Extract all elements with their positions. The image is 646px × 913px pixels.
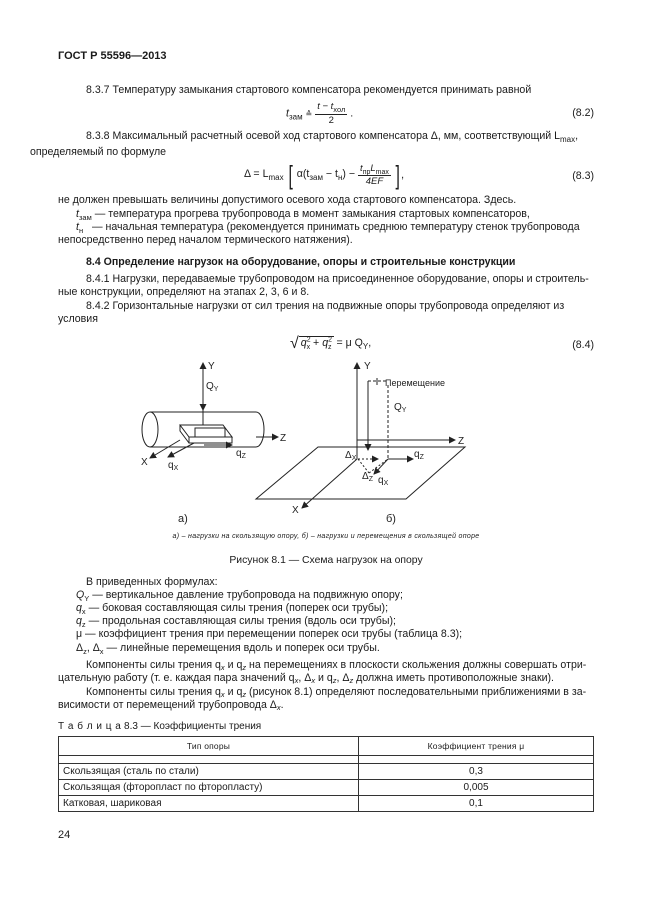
comp2-c: (рисунок 8.1) определяют последовательными приближениями в за- xyxy=(246,686,587,698)
eq84-tail: , xyxy=(368,337,372,349)
definition-symbol: Δ xyxy=(76,642,84,654)
definition-text: — вертикальное давление трубопровода на подвижную опору; xyxy=(89,589,403,601)
eq83-tail: , xyxy=(401,169,405,181)
table-caption xyxy=(58,721,261,732)
eq84-z: z xyxy=(328,344,332,352)
table-header-coefficient: Коэффициент трения μ xyxy=(359,737,594,756)
section-heading-8-4: 8.4 Определение нагрузок на оборудование, опоры и строительные конструкции xyxy=(86,256,516,268)
eq83-lhs-sub: max xyxy=(268,173,284,183)
eq82-rel: ≙ xyxy=(305,109,313,119)
eq84-two1: 2 xyxy=(306,336,311,344)
figure-legend: а) – нагрузки на скользящую опору, б) – нагрузки и перемещения в скользящей опоре xyxy=(172,533,480,540)
table-cell: 0,1 xyxy=(359,796,594,812)
comp1-l2-c: и q xyxy=(315,672,333,684)
definition-text: — боковая составляющая силы трения (поперек оси трубы); xyxy=(85,602,389,614)
definition-text: — коэффициент трения при перемещении поперек оси трубы (таблица 8.3); xyxy=(82,628,463,640)
table-header-row xyxy=(59,737,594,756)
eq83-lhs: Δ = L xyxy=(244,167,269,180)
comp1-l2-b: , Δ xyxy=(298,672,312,684)
paragraph-8-4-2: 8.4.2 Горизонтальные нагрузки от сил трения на подвижные опоры трубопровода определяют из xyxy=(86,300,565,312)
definition-subscript-2: x xyxy=(99,647,104,657)
paragraph-8-4-1-line2: ные конструкции, определяют на этапах 2, 3, 6 и 8. xyxy=(58,286,310,298)
p838-end: , xyxy=(575,130,579,142)
comp1-sub-x: x xyxy=(220,663,225,672)
right-diagram-labels xyxy=(292,361,464,525)
eq82-num-sub: хол xyxy=(333,104,346,114)
left-y-label: Y xyxy=(208,361,215,372)
p838-line2: определяемый по формуле xyxy=(30,146,167,159)
paragraph-components-2-line2: висимости от перемещений трубопровода Δx. xyxy=(58,699,284,712)
eq84-two2: 2 xyxy=(328,336,332,344)
definition-t-n-line2: непосредственно перед началом термического натяжения). xyxy=(58,234,353,246)
eq83-sub1: зам xyxy=(309,173,323,183)
comp2-b: и q xyxy=(224,686,243,698)
table-row xyxy=(59,764,594,780)
comp1-b: и q xyxy=(224,659,243,671)
right-qz-label: $q_Z$ xyxy=(414,449,424,461)
paragraph-8-4-1: 8.4.1 Нагрузки, передаваемые трубопроводом на присоединенное оборудование, опоры и строитель- xyxy=(86,273,589,285)
table-caption-rest: 8.3 — Коэффициенты трения xyxy=(121,721,262,732)
def-tzam-sym: t xyxy=(76,208,79,220)
right-x-label: X xyxy=(292,505,299,516)
eq84-plus: + xyxy=(313,337,320,349)
equation-8-3: $\Delta = L_{max}$ [ $\alpha(t_{зам} - t_н)$ − $\frac{t_{пр}L_{max}}{4EF}$ ], xyxy=(244,160,405,190)
p838-sub: max xyxy=(560,135,576,145)
left-qz-label: $q_Z$ xyxy=(236,448,246,460)
table-row xyxy=(59,780,594,796)
eq83-num-sub2: max xyxy=(375,168,389,176)
definition-text: , Δ xyxy=(86,642,100,654)
def-tn-sub: н xyxy=(78,226,84,236)
right-qx-label: $q_X$ xyxy=(378,475,389,487)
comp1-c: на перемещениях в плоскости скольжения должны совершать отри- xyxy=(246,659,587,671)
left-x-axis xyxy=(150,440,180,458)
pipe-left-end xyxy=(142,412,158,447)
eq83-inner-b: ) − xyxy=(342,167,356,180)
definition-subscript: Y xyxy=(84,594,90,604)
support-plate-front xyxy=(189,437,232,443)
figure-8-1 xyxy=(0,355,646,535)
table-cell: 0,3 xyxy=(359,764,594,780)
eq84-q1: q xyxy=(300,337,307,349)
definition-text-2: — линейные перемещения вдоль и поперек оси трубы. xyxy=(103,642,380,654)
comp1-sub-z: z xyxy=(242,663,247,672)
definition-subscript: z xyxy=(83,647,87,657)
document-id: ГОСТ Р 55596—2013 xyxy=(58,50,167,62)
equation-number-8-2: (8.2) xyxy=(572,107,594,119)
def-tn-sym: t xyxy=(76,221,79,233)
table-caption-word: Т а б л и ц а xyxy=(58,721,122,732)
eq82-den: 2 xyxy=(328,114,334,126)
def-tzam-text: — температура прогрева трубопровода в момент замыкания стартовых компенсаторов, xyxy=(94,208,530,220)
definition-symbol: μ xyxy=(76,628,83,640)
eq83-sub2: н xyxy=(338,173,343,183)
figure-title: Рисунок 8.1 — Схема нагрузок на опору xyxy=(229,555,423,566)
support-slide xyxy=(195,428,225,437)
comp2-l2-a: висимости от перемещений трубопровода Δ xyxy=(58,699,277,711)
eq82-fraction xyxy=(315,101,347,126)
delta-diagonal xyxy=(369,459,388,473)
table-header-support-type: Тип опоры xyxy=(59,737,359,756)
eq82-lhs-sub: зам xyxy=(288,112,303,122)
definition-text: — продольная составляющая силы трения (вдоль оси трубы); xyxy=(85,615,396,627)
eq84-qsub: Y xyxy=(362,342,369,352)
equation-number-8-3: (8.3) xyxy=(572,170,594,182)
def-tn-text: — начальная температура (рекомендуется принимать среднюю температуру стенок трубопровода xyxy=(91,221,580,233)
equation-8-4: √ $q^2_x + q^2_z = \mu$ $Q_Y$, xyxy=(290,335,372,352)
paragraph-8-3-7: 8.3.7 Температуру замыкания стартового компенсатора рекомендуется принимать равной xyxy=(86,84,532,96)
p838-text: 8.3.8 Максимальный расчетный осевой ход стартового компенсатора Δ, мм, соответствующий L xyxy=(86,130,560,142)
comp1-l2-e: должна иметь противоположные знаки). xyxy=(353,672,554,684)
table-cell: Скользящая (сталь по стали) xyxy=(59,764,359,780)
eq84-eq: = μ Q xyxy=(336,337,363,349)
eq82-num: t − t xyxy=(317,101,334,112)
eq83-inner-mid: − t xyxy=(322,167,338,180)
right-qx-arrow xyxy=(374,459,388,474)
eq83-inner-a: α(t xyxy=(296,167,310,180)
right-qy-label: $Q_Y$ xyxy=(394,402,407,414)
definition-symbol: q xyxy=(76,602,82,614)
def-tzam-sub: зам xyxy=(78,213,92,223)
eq83-den: 4EF xyxy=(365,176,384,188)
right-y-label: Y xyxy=(364,361,371,372)
right-caption: б) xyxy=(386,513,396,525)
equation-8-2: $t_{зам}$ ≙ $\frac{t - t_{хол}}{2}$ . xyxy=(286,101,354,126)
move-label: Перемещение xyxy=(385,378,445,388)
definition-symbol: q xyxy=(76,615,82,627)
eq83-num-sub1: пр xyxy=(362,168,371,176)
delta-x-label: $\Delta_X$ xyxy=(345,450,357,462)
page-number: 24 xyxy=(58,829,71,841)
definition-item xyxy=(76,642,594,658)
comp1-l2-a: цательную работу (т. е. каждая пара значений q xyxy=(58,672,295,684)
eq83-num-t: t xyxy=(360,162,363,174)
definition-subscript: x xyxy=(81,607,86,617)
left-qx-label: $q_X$ xyxy=(168,460,179,472)
eq84-q2: q xyxy=(322,337,329,349)
friction-coefficients-table xyxy=(58,736,594,812)
equation-number-8-4: (8.4) xyxy=(572,339,594,351)
delta-z-label: $\Delta_Z$ xyxy=(362,471,373,483)
left-z-label: Z xyxy=(280,433,287,444)
table-row xyxy=(59,796,594,812)
paragraph-components-1-line2: цательную работу (т. е. каждая пара значений qx, Δx и qz, Δz должна иметь противоположные знаки). xyxy=(58,672,554,685)
definition-item xyxy=(76,628,594,641)
eq82-lhs: t xyxy=(286,107,289,120)
formulas-intro: В приведенных формулах: xyxy=(86,576,218,588)
paragraph-8-4-2-line2: условия xyxy=(58,313,98,325)
table-cell: Катковая, шариковая xyxy=(59,796,359,812)
eq83-num-l: L xyxy=(370,162,376,174)
definition-subscript: z xyxy=(81,620,86,630)
right-z-label: Z xyxy=(458,436,465,447)
left-qy-label: $Q_Y$ xyxy=(206,381,219,393)
diagram-sliding-support xyxy=(142,363,278,458)
comp2-l2-end: . xyxy=(280,699,284,711)
definition-symbol: Q xyxy=(76,589,85,601)
paragraph-8-3-8 xyxy=(30,130,594,159)
comp1-a: Компоненты силы трения q xyxy=(86,659,221,671)
eq83-fraction xyxy=(358,163,391,188)
comp2-a: Компоненты силы трения q xyxy=(86,686,221,698)
table-cell: 0,005 xyxy=(359,780,594,796)
sliding-plane xyxy=(256,447,465,499)
right-x-axis xyxy=(302,459,357,508)
eq84-x: x xyxy=(306,344,311,352)
comp1-l2-d: , Δ xyxy=(336,672,350,684)
left-caption: а) xyxy=(178,513,188,525)
left-x-label: X xyxy=(141,457,148,468)
table-cell: Скользящая (фторопласт по фторопласту) xyxy=(59,780,359,796)
pipe-right-end xyxy=(256,412,264,447)
paragraph-after-8-3: не должен превышать величины допустимого осевого хода стартового компенсатора. Здесь. xyxy=(58,194,517,206)
paragraph-components-2: Компоненты силы трения qx и qz (рисунок 8.1) определяют последовательными приближениями в за- xyxy=(86,686,587,699)
